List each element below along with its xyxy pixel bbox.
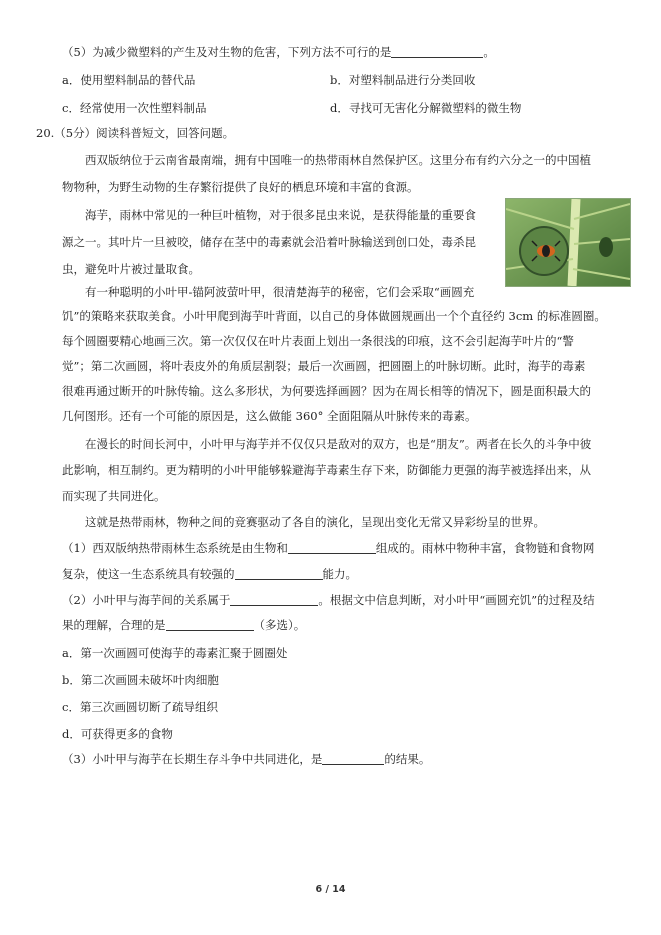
- sub2-paren-open: （: [253, 618, 265, 632]
- sub2-blank-2[interactable]: [166, 618, 254, 631]
- sub3-blank[interactable]: [322, 752, 384, 765]
- sub3-text-b: 的结果。: [384, 752, 431, 766]
- p3-line-2: 饥”的策略来获取美食。小叶甲爬到海芋叶背面，以自己的身体做圆规画出一个个直径约 3cm 的标准圆圈。: [62, 309, 606, 323]
- q5-option-d[interactable]: d．寻找可无害化分解微塑料的微生物: [330, 101, 522, 115]
- sub2-text-c: 果的理解，合理的是: [62, 618, 166, 632]
- p2-line-2: 源之一。其叶片一旦被咬，储存在茎中的毒素就会沿着叶脉输送到创口处，毒杀昆: [62, 235, 476, 249]
- sub2-text-b: 。根据文中信息判断，对小叶甲“画圆充饥”的过程及结: [318, 593, 595, 607]
- p4-line-1: 在漫长的时间长河中，小叶甲与海芋并不仅仅只是敌对的双方，也是“朋友”。两者在长久的斗争中彼: [85, 437, 592, 451]
- sub1-text-c: 复杂，使这一生态系统具有较强的: [62, 567, 235, 581]
- p3-line-6: 几何图形。还有一个可能的原因是，这么做能 360° 全面阻隔从叶脉传来的毒素。: [62, 409, 477, 423]
- p4-line-3: 而实现了共同进化。: [62, 489, 166, 503]
- leaf-beetle-photo: [505, 198, 631, 287]
- sub2-text-a: （2）小叶甲与海芋间的关系属于: [62, 593, 231, 607]
- sub2-option-a[interactable]: a．第一次画圆可使海芋的毒素汇聚于圆圈处: [62, 646, 288, 660]
- sub1-blank-2[interactable]: [235, 567, 323, 580]
- p2-line-3: 虫，避免叶片被过量取食。: [62, 262, 200, 276]
- sub1-blank-1[interactable]: [288, 541, 376, 554]
- q20-header: 20.（5分）阅读科普短文，回答问题。: [36, 126, 235, 140]
- p3-line-4: 觉”；第二次画圆，将叶表皮外的角质层割裂；最后一次画圆，把圆圈上的叶脉切断。此时，海芋的毒素: [62, 359, 586, 373]
- p1-line-1: 西双版纳位于云南省最南端，拥有中国唯一的热带雨林自然保护区。这里分布有约六分之一的中国植: [85, 153, 591, 167]
- leaf-beetle-icon: [506, 199, 630, 286]
- sub1-text-a: （1）西双版纳热带雨林生态系统是由生物和: [62, 541, 288, 555]
- p5-line: 这就是热带雨林，物种之间的竞赛驱动了各自的演化，呈现出变化无常又异彩纷呈的世界。: [85, 515, 545, 529]
- q5-option-c[interactable]: c．经常使用一次性塑料制品: [62, 101, 207, 115]
- q5-option-b[interactable]: b．对塑料制品进行分类回收: [330, 73, 476, 87]
- sub3-text-a: （3）小叶甲与海芋在长期生存斗争中共同进化，是: [62, 752, 323, 766]
- q5-answer-blank[interactable]: [391, 45, 483, 58]
- sub1-line-2: [62, 566, 357, 582]
- sub1-text-d: 能力。: [322, 567, 357, 581]
- p2-line-1: 海芋，雨林中常见的一种巨叶植物，对于很多昆虫来说，是获得能量的重要食: [85, 208, 476, 222]
- sub2-paren-close: ）。: [288, 618, 306, 632]
- p4-line-2: 此影响，相互制约。更为精明的小叶甲能够躲避海芋毒素生存下来，防御能力更强的海芋被选择出来，从: [62, 463, 591, 477]
- p3-line-1: 有一种聪明的小叶甲-锚阿波萤叶甲，很清楚海芋的秘密，它们会采取“画圆充: [85, 285, 475, 299]
- sub2-blank-1[interactable]: [230, 593, 318, 606]
- sub2-option-d[interactable]: d．可获得更多的食物: [62, 727, 173, 741]
- sub2-line-1: [62, 592, 595, 608]
- sub1-line-1: [62, 540, 594, 556]
- q5-option-a[interactable]: a．使用塑料制品的替代品: [62, 73, 196, 87]
- q5-prompt-line: [62, 44, 495, 60]
- sub3-line: [62, 751, 430, 767]
- sub2-line-2: [62, 617, 305, 633]
- q5-end: 。: [483, 45, 495, 59]
- q5-prompt: （5）为减少微塑料的产生及对生物的危害，下列方法不可行的是: [62, 45, 392, 59]
- p3-line-3: 每个圆圈要精心地画三次。第一次仅仅在叶片表面上划出一条很浅的印痕，这不会引起海芋叶片的“警: [62, 334, 574, 348]
- sub2-option-b[interactable]: b．第二次画圆未破坏叶肉细胞: [62, 673, 219, 687]
- p3-line-5: 很难再通过断开的叶脉传输。这么多形状，为何要选择画圆？因为在周长相等的情况下，圆是面积最大的: [62, 384, 591, 398]
- p1-line-2: 物物种，为野生动物的生存繁衍提供了良好的栖息环境和丰富的食源。: [62, 180, 419, 194]
- sub2-option-c[interactable]: c．第三次画圆切断了疏导组织: [62, 700, 218, 714]
- page-number: 6 / 14: [315, 884, 346, 895]
- sub2-multi-select-note: 多选: [265, 618, 288, 632]
- sub1-text-b: 组成的。雨林中物种丰富，食物链和食物网: [375, 541, 595, 555]
